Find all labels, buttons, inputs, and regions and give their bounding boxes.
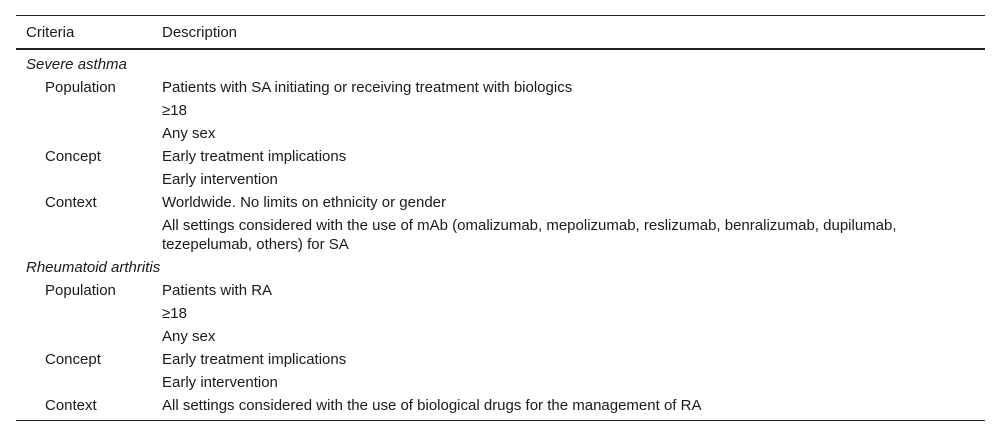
table-row [16, 99, 985, 122]
criteria-cell: Population [45, 79, 116, 96]
description-cell: Early intervention [162, 171, 278, 188]
description-cell: Patients with SA initiating or receiving treatment with biologics [162, 79, 573, 96]
table-row [16, 394, 985, 420]
table-row [16, 348, 985, 371]
criteria-cell: Concept [45, 148, 101, 165]
table-header-row [16, 16, 985, 50]
description-cell: Any sex [162, 328, 216, 345]
criteria-table [16, 15, 985, 421]
criteria-cell: Population [45, 282, 116, 299]
description-cell: ≥18 [162, 102, 187, 119]
criteria-cell: Context [45, 194, 97, 211]
description-cell: Any sex [162, 125, 216, 142]
description-cell: All settings considered with the use of biological drugs for the management of RA [162, 397, 702, 414]
table-row [16, 122, 985, 145]
criteria-cell: Context [45, 397, 97, 414]
table-row [16, 214, 985, 256]
description-cell: All settings considered with the use of mAb (omalizumab, mepolizumab, reslizumab, benralizumab, dupilumab, tezepelumab, others) for SA [162, 217, 897, 253]
criteria-cell: Concept [45, 351, 101, 368]
description-cell: Worldwide. No limits on ethnicity or gender [162, 194, 447, 211]
description-cell: Early intervention [162, 374, 278, 391]
table-row [16, 302, 985, 325]
section-title-rheumatoid-arthritis [16, 256, 985, 279]
description-cell: Early treatment implications [162, 148, 347, 165]
table-row [16, 145, 985, 168]
table-row [16, 168, 985, 191]
section-title: Severe asthma [26, 56, 127, 73]
section-title-severe-asthma [16, 53, 985, 76]
table-row [16, 325, 985, 348]
table-row [16, 76, 985, 99]
description-cell: Early treatment implications [162, 351, 347, 368]
section-title: Rheumatoid arthritis [26, 259, 161, 276]
table-row [16, 279, 985, 302]
description-cell: ≥18 [162, 305, 187, 322]
header-description: Description [162, 23, 238, 41]
header-criteria: Criteria [26, 23, 75, 41]
description-cell: Patients with RA [162, 282, 273, 299]
table-row [16, 191, 985, 214]
table-row [16, 371, 985, 394]
